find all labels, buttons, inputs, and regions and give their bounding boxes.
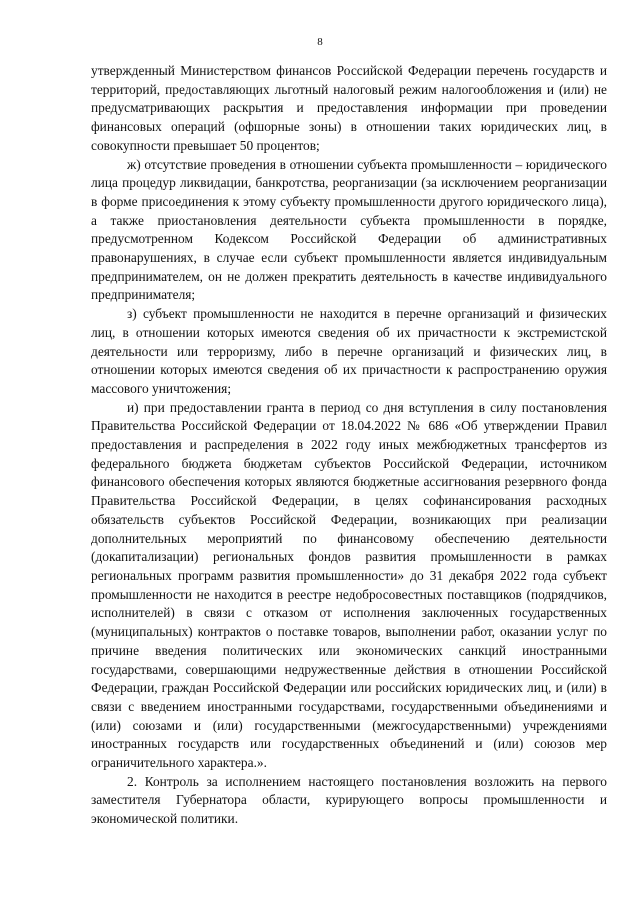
paragraph-item-z: з) субъект промышленности не находится в перечне организаций и физических лиц, в отношении которых имеются сведения об их причастности к экстремистской деятельности или терроризму, либо в перечне организаций и физических лиц, в отношении которых имеются сведения об их причастности к распространению оружия массового уничтожения; [91, 306, 607, 396]
paragraph-offshore-continuation: утвержденный Министерством финансов Российской Федерации перечень государств и территорий, предоставляющих льготный налоговый режим налогообложения и (или) не предусматривающих раскрытия и предоставления информации при проведении финансовых операций (офшорные зоны) в отношении таких юридических лиц, в совокупности превышает 50 процентов; [91, 63, 607, 153]
page-number: 8 [317, 36, 323, 48]
document-body [91, 62, 607, 829]
paragraph-point-2: 2. Контроль за исполнением настоящего постановления возложить на первого заместителя Губернатора области, курирующего вопросы промышленности и экономической политики. [91, 773, 607, 827]
paragraph-item-i: и) при предоставлении гранта в период со дня вступления в силу постановления Правительства Российской Федерации от 18.04.2022 № 686 «Об утверждении Правил предоставления и распределения в 2022 году иных межбюджетных трансфертов из федерального бюджета бюджетам субъектов Российской Федерации, источником финансового обеспечения которых являются бюджетные ассигнования резервного фонда Правительства Российской Федерации, в целях софинансирования расходных обязательств субъектов Российской Федерации, возникающих при реализации дополнительных мероприятий по финансовому обеспечению деятельности (докапитализации) региональных фондов развития промышленности в рамках региональных программ развития промышленности» до 31 декабря 2022 года субъект промышленности не находится в реестре недобросовестных поставщиков (подрядчиков, исполнителей) в связи с отказом от исполнения заключенных государственных (муниципальных) контрактов о поставке товаров, выполнении работ, оказании услуг по причине введения политических или экономических санкций иностранными государствами, совершающими недружественные действия в отношении Российской Федерации, граждан Российской Федерации или российских юридических лиц, и (или) в связи с введением иностранными государствами, государственными объединениями и (или) союзами и (или) государственными (межгосударственными) учреждениями иностранных государств или государственных объединений и (или) союзов мер ограничительного характера.». [91, 399, 607, 771]
paragraph-item-zh: ж) отсутствие проведения в отношении субъекта промышленности – юридического лица процедур ликвидации, банкротства, реорганизации (за исключением реорганизации в форме присоединения к этому субъекту промышленности другого юридического лица), а также приостановления деятельности субъекта промышленности в порядке, предусмотренном Кодексом Российской Федерации об административных правонарушениях, в случае если субъект промышленности является индивидуальным предпринимателем, он не должен прекратить деятельность в качестве индивидуального предпринимателя; [91, 156, 607, 303]
